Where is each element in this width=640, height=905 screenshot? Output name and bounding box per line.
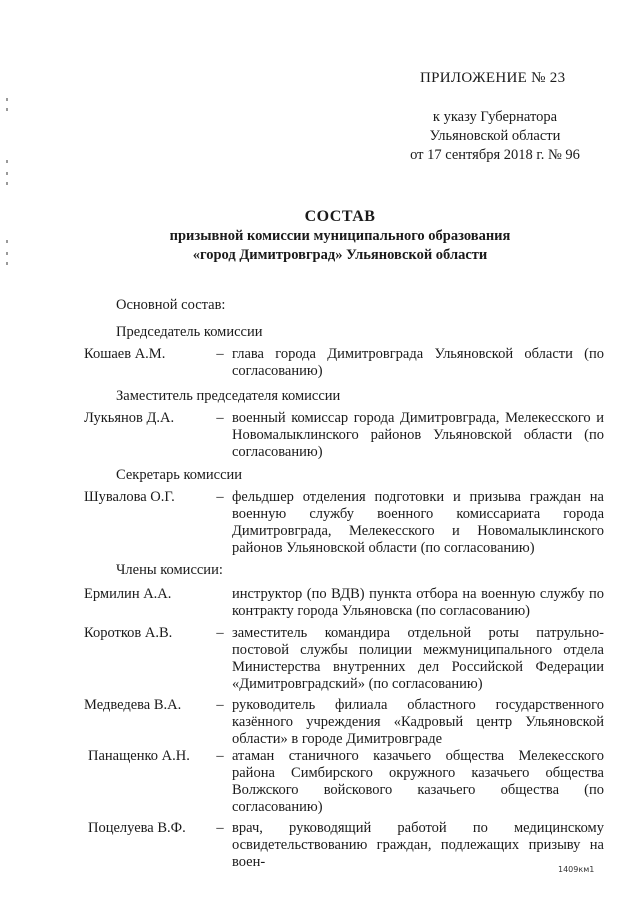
decree-line: Ульяновской области [429, 128, 561, 144]
member-position: врач, руководящий работой по медицинскому освидетельствованию граждан, подлежащих призыву на воен- [232, 820, 604, 870]
page-code: 1409км1 [558, 865, 595, 874]
member-name: Шувалова О.Г. [84, 489, 175, 505]
scan-mark [6, 240, 8, 243]
section-chairman: Председатель комиссии [116, 324, 263, 340]
scan-mark [6, 172, 8, 175]
member-name: Поцелуева В.Ф. [88, 820, 186, 836]
member-position: заместитель командира отдельной роты патрульно-постовой службы полиции межмуниципального отдела Министерства внутренних дел Российской Федерации «Димитровградский» (по согласованию) [232, 625, 604, 692]
member-name: Ермилин А.А. [84, 586, 172, 602]
section-main-composition: Основной состав: [116, 297, 226, 313]
scan-mark [6, 252, 8, 255]
scan-mark [6, 182, 8, 185]
member-name: Медведева В.А. [84, 697, 182, 713]
member-position: инструктор (по ВДВ) пункта отбора на военную службу по контракту города Ульяновска (по согласованию) [232, 586, 604, 619]
scan-mark [6, 108, 8, 111]
member-name: Коротков А.В. [84, 625, 173, 641]
scan-mark [6, 262, 8, 265]
member-position: атаман станичного казачьего общества Мелекесского района Симбирского окружного казачьего общества Волжского войскового казачьего общества (по согласованию) [232, 748, 604, 815]
section-members: Члены комиссии: [116, 562, 223, 578]
member-position: военный комиссар города Димитровграда, Мелекесского и Новомалыклинского районов Ульяновской области (по согласованию) [232, 410, 604, 460]
member-name: Лукьянов Д.А. [84, 410, 175, 426]
dash-separator: – [216, 697, 224, 713]
section-deputy: Заместитель председателя комиссии [116, 388, 341, 404]
dash-separator: – [216, 346, 224, 362]
decree-reference [405, 108, 585, 165]
decree-date-line: от 17 сентября 2018 г. № 96 [410, 147, 580, 163]
section-secretary: Секретарь комиссии [116, 467, 243, 483]
document-title [80, 206, 600, 265]
title-subtitle: «город Димитровград» Ульяновской области [192, 247, 488, 263]
dash-separator: – [216, 748, 224, 764]
member-name: Кошаев А.М. [84, 346, 166, 362]
decree-line: к указу Губернатора [432, 109, 558, 125]
appendix-title: ПРИЛОЖЕНИЕ № 23 [420, 70, 566, 86]
dash-separator: – [216, 489, 224, 505]
dash-separator: – [216, 820, 224, 836]
member-name: Панащенко А.Н. [88, 748, 190, 764]
dash-separator: – [216, 410, 224, 426]
member-position: руководитель филиала областного государственного казённого учреждения «Кадровый центр Ульяновской области» в городе Димитровграде [232, 697, 604, 747]
title-subtitle: призывной комиссии муниципального образования [169, 228, 511, 244]
scan-mark [6, 98, 8, 101]
dash-separator: – [216, 625, 224, 641]
scan-mark [6, 160, 8, 163]
title-main: СОСТАВ [304, 208, 376, 225]
member-position: фельдшер отделения подготовки и призыва граждан на военную службу военного комиссариата города Димитровграда, Мелекесского и Новомалыклинского районов Ульяновской области (по согласованию) [232, 489, 604, 556]
member-position: глава города Димитровграда Ульяновской области (по согласованию) [232, 346, 604, 379]
